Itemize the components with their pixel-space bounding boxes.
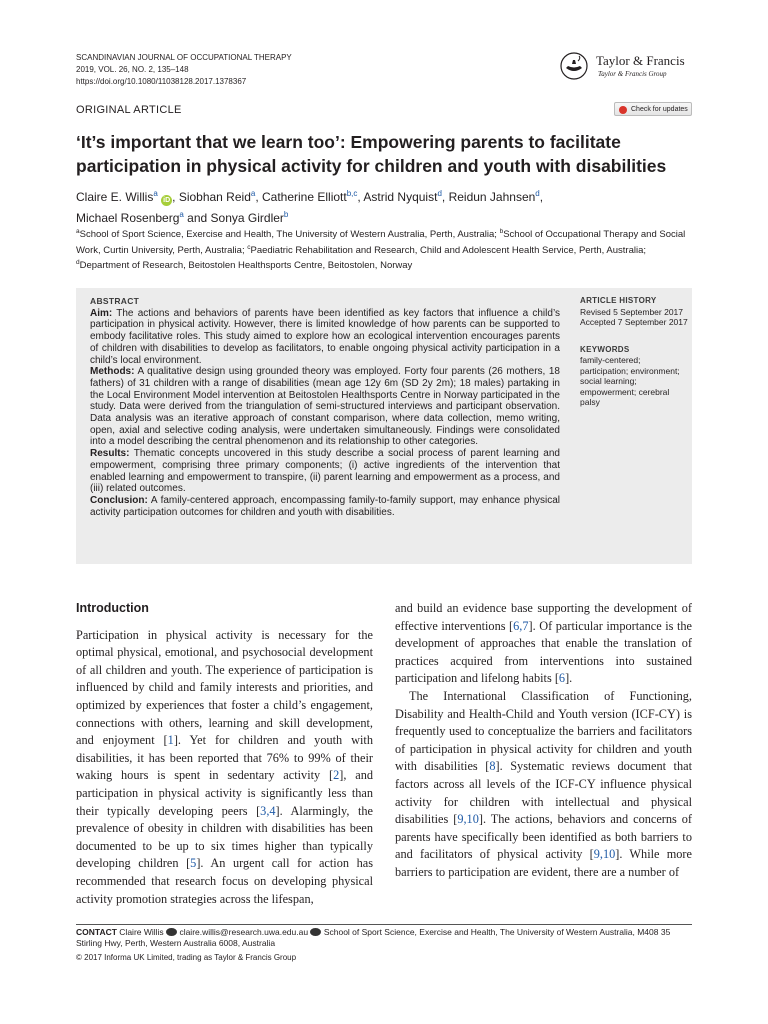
body-paragraph: [395, 600, 692, 688]
body-text: ]. Alarmingly, the prevalence of obesity in children with disabilities has been documented to be up to six times higher than typically developing children [: [76, 803, 373, 871]
abstract-aim: [90, 308, 560, 367]
affil-text: Paediatric Rehabilitation and Research, Child and Adolescent Health Service, Perth, Australia;: [250, 244, 647, 256]
author-name[interactable]: Sonya Girdler: [210, 211, 284, 225]
journal-header: [76, 52, 292, 88]
contact-name: Claire Willis: [119, 927, 164, 937]
author-list: Claire E. Willis$^a$ iD , Siobhan Reid$^a$, Catherine Elliott$^{b,c}$, Astrid Nyquist$^d$, Reidun Jahnsen$^d$, Michael Rosenberg$^a$ and Sonya Girdler$^b$: [76, 189, 544, 225]
citation-link[interactable]: 2: [333, 768, 340, 783]
author-name[interactable]: Astrid Nyquist: [363, 190, 438, 204]
abstract-heading: ABSTRACT: [90, 296, 140, 306]
body-text: ].: [565, 671, 573, 686]
journal-doi[interactable]: https://doi.org/10.1080/11038128.2017.1378367: [76, 77, 247, 86]
publisher-logo: [560, 50, 700, 84]
body-text: and build an evidence base supporting the development of effective interventions [: [395, 601, 692, 633]
affil-sup: a: [76, 228, 80, 235]
methods-label: Methods:: [90, 366, 135, 378]
orcid-icon[interactable]: iD: [163, 197, 171, 204]
affil-sup: d: [76, 259, 80, 267]
author-name[interactable]: Michael Rosenberg: [76, 211, 180, 225]
body-text: Participation in physical activity is necessary for the optimal physical, emotional, and psychosocial development of all children and youth. The experience of participation is influenced by child and family interests and priorities, and optimized by experiences that foster a child’s engagement, connections with others, learning and skill development, and enjoyment [: [76, 627, 373, 748]
article-sidebar: [580, 296, 690, 408]
author-affil-sup: d: [535, 189, 540, 198]
journal-volume: 2019, VOL. 26, NO. 2, 135–148: [76, 65, 189, 74]
citation-link[interactable]: 3,4: [260, 803, 276, 818]
updates-icon: [619, 106, 627, 114]
body-text: ]. While more barriers to participation are evident, there are a number of: [395, 847, 692, 879]
citation-link[interactable]: 8: [489, 759, 496, 774]
abstract-methods: [90, 366, 560, 448]
body-text: ]. The actions, behaviors and concerns of parents have specifically been identified as both barriers to and facilitators of physical activity [: [395, 812, 693, 862]
author-name[interactable]: Catherine Elliott: [262, 190, 347, 204]
author-affil-sup: b: [283, 210, 289, 219]
contact-label: CONTACT: [76, 927, 117, 937]
keywords-text: family-centered; participation; environment; social learning; empowerment; cerebral palsy: [580, 355, 680, 407]
abstract-conclusion: [90, 495, 560, 518]
contact-address: School of Sport Science, Exercise and Health, The University of Western Australia, M408 35 Stirling Hwy, Perth, Western Australia 6008, Australia: [76, 927, 671, 948]
results-text: Thematic concepts uncovered in this study describe a social process of parent learning and empowerment, comprising three primary components; (i) active ingredients of the intervention that enabled learning and empowerment to transpire, (ii) parent learning and empowerment as a process, and (iii) related outcomes.: [90, 448, 560, 495]
affil-sup: c: [247, 243, 251, 251]
body-text: The International Classification of Functioning, Disability and Health-Child and Youth version (ICF-CY) is frequently used to conceptualize the barriers and facilitators of participation in physical activity for children and youth with disabilities [: [395, 688, 692, 774]
citation-link[interactable]: 1: [167, 733, 174, 748]
intro-paragraph: [76, 627, 373, 909]
author-name[interactable]: Reidun Jahnsen: [448, 190, 536, 204]
affil-text: School of Sport Science, Exercise and Health, The University of Western Australia, Perth, Australia;: [79, 229, 500, 241]
aim-text: The actions and behaviors of parents have been identified as key factors that influence a child’s participation in physical activity. However, there is limited knowledge of how parents can be supported to embody facilitative roles. This study aimed to explore how an ecological intervention encourages parents of children with disabilities to develop as facilitators, to enable ongoing physical activity participation in a child’s local environment.: [90, 307, 560, 366]
publisher-lamp-icon: [560, 52, 588, 80]
abstract-results: [90, 448, 560, 495]
check-updates-button[interactable]: [614, 102, 692, 116]
methods-text: A qualitative design using grounded theory was employed. Forty four parents (26 mothers, 18 fathers) of 31 children with a range of disabilities (mean age 12y 6m (SD 2y 2m); 18 males) partaking in the Local Environment Model intervention at Beitostolen Healthsports Centre in Norway participated in the study. Data were derived from the triangulation of semi-structured interviews and participant observation. Data analysis was an iterative approach of constant comparison, where data collection, memo writing, open, axial and selective coding analysis, were undertaken simultaneously. Findings were consolidated into a model describing the central phenomenon and its relationship to other categories.: [90, 366, 560, 448]
affiliations: [76, 226, 696, 273]
affil-text: School of Occupational Therapy and Social Work, Curtin University, Perth, Australia;: [76, 229, 686, 256]
address-icon: [310, 928, 321, 936]
citation-link[interactable]: 6: [558, 671, 566, 686]
history-revised: Revised 5 September 2017: [580, 306, 684, 317]
affil-text: Department of Research, Beitostolen Healthsports Centre, Beitostolen, Norway: [79, 260, 413, 272]
author-name[interactable]: Siobhan Reid: [178, 190, 251, 204]
citation-link[interactable]: 5: [190, 856, 197, 871]
aim-label: Aim:: [90, 307, 113, 319]
body-left-column: [76, 600, 373, 908]
body-paragraph: [395, 688, 692, 882]
intro-heading: Introduction: [76, 601, 149, 615]
body-text: ]. An urgent call for action has recommended that research focus on developing physical activity promotion strategies across the lifespan,: [76, 856, 373, 906]
body-text: ]. Of particular importance is the development of approaches that enable the translation of practices acquired from interventions into sustained participation and lifelong habits [: [395, 618, 692, 686]
publisher-name: Taylor & Francis: [596, 53, 685, 68]
footer-rule: [76, 924, 692, 925]
contact-info: [76, 927, 692, 949]
citation-link[interactable]: 9,10: [457, 812, 479, 827]
citation-link[interactable]: 9,10: [593, 847, 616, 862]
author-affil-sup: b,c: [346, 189, 358, 198]
history-accepted: Accepted 7 September 2017: [580, 317, 688, 327]
check-updates-label: Check for updates: [631, 106, 688, 113]
keywords-heading: KEYWORDS: [580, 344, 630, 354]
contact-email[interactable]: claire.willis@research.uwa.edu.au: [179, 927, 309, 937]
article-title: ‘It’s important that we learn too’: Empowering parents to facilitate participation in physical activity for children and youth with disabilities: [76, 132, 667, 176]
citation-link[interactable]: 6,7: [513, 618, 529, 633]
history-heading: ARTICLE HISTORY: [580, 296, 657, 305]
abstract: [90, 296, 560, 518]
publisher-group: Taylor & Francis Group: [598, 70, 667, 78]
results-label: Results:: [90, 448, 130, 460]
copyright: © 2017 Informa UK Limited, trading as Taylor & Francis Group: [76, 953, 297, 962]
author-affil-sup: a: [250, 189, 256, 198]
conclusion-label: Conclusion:: [90, 494, 148, 506]
author-affil-sup: a: [179, 210, 184, 219]
body-right-column: [395, 600, 692, 882]
conclusion-text: A family-centered approach, encompassing family-to-family support, may enhance physical activity participation outcomes for children and youth with disabilities.: [90, 494, 560, 518]
affil-sup: b: [499, 228, 504, 235]
email-icon: [166, 928, 177, 936]
body-text: ]. Systematic reviews document that factors across all levels of the ICF-CY influence physical activity for children with intellectual and physical disabilities [: [395, 759, 692, 827]
body-text: ], and participation in physical activity is significantly less than their typically developing peers [: [76, 768, 374, 818]
author-name[interactable]: Claire E. Willis: [76, 190, 154, 204]
body-text: ]. Yet for children and youth with disabilities, it has been reported that 76% to 99% of their waking hours is spent in sedentary activity [: [76, 733, 373, 783]
section-type: ORIGINAL ARTICLE: [76, 104, 182, 116]
journal-name: SCANDINAVIAN JOURNAL OF OCCUPATIONAL THERAPY: [76, 53, 292, 62]
author-affil-sup: d: [437, 189, 442, 198]
author-affil-sup: a: [153, 189, 158, 198]
